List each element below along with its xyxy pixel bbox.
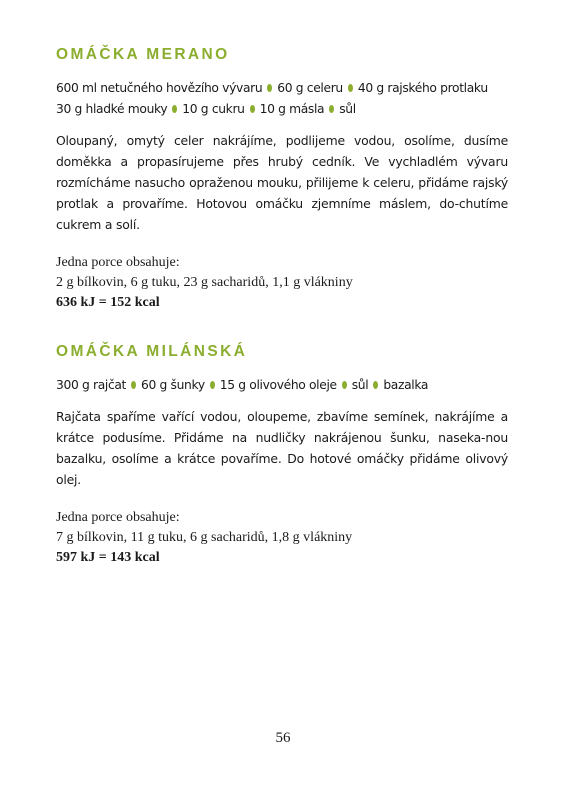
method-line: nou bazalku, osolíme a krátce povaříme. Do hotové omáčky přidáme [56, 430, 508, 466]
page-number: 56 [275, 730, 291, 746]
nutrition-intro: Jedna porce obsahuje: [56, 255, 180, 270]
ingredient-item: bazalka [383, 378, 429, 392]
energy-value: 636 kJ = 152 kcal [56, 295, 160, 310]
recipe-title: OMÁČKA MERANO [56, 46, 230, 63]
bullet-dot-icon [329, 105, 334, 113]
ingredient-item: 15 g olivového oleje [219, 378, 337, 392]
ingredient-item: 600 ml netučného hovězího vývaru [56, 81, 263, 95]
bullet-dot-icon [250, 105, 255, 113]
ingredient-item: 300 g rajčat [56, 378, 127, 392]
recipe-merano [56, 46, 508, 313]
method-line: chutíme cukrem a solí. [56, 196, 508, 232]
energy-value: 597 kJ = 143 kcal [56, 550, 160, 565]
bullet-dot-icon [373, 381, 378, 389]
nutrition-info [56, 253, 508, 313]
ingredient-list [56, 78, 508, 120]
bullet-dot-icon [210, 381, 215, 389]
method-line: doměkka a propasírujeme přes hrubý cedník. Ve vychladlém vývaru [56, 154, 508, 169]
method-line: Rajčata spaříme vařící vodou, oloupeme, zbavíme semínek, nakrájíme [56, 409, 495, 424]
ingredient-item: 10 g cukru [182, 102, 245, 116]
method-line: rozmícháme nasucho opraženou mouku, přilijeme k celeru, přidáme [56, 175, 469, 190]
nutrition-values: 2 g bílkovin, 6 g tuku, 23 g sacharidů, 1,1 g vlákniny [56, 275, 353, 290]
ingredient-item: 40 g rajského protlaku [357, 81, 488, 95]
ingredient-list [56, 375, 508, 396]
recipe-title: OMÁČKA MILÁNSKÁ [56, 343, 248, 360]
ingredient-item: sůl [351, 378, 369, 392]
bullet-dot-icon [131, 381, 136, 389]
ingredient-item: 60 g celeru [277, 81, 343, 95]
bullet-dot-icon [172, 105, 177, 113]
ingredient-item: 30 g hladké mouky [56, 102, 168, 116]
bullet-dot-icon [267, 84, 272, 92]
method-line: Oloupaný, omytý celer nakrájíme, podlijeme vodou, osolíme, dusíme [56, 133, 508, 148]
bullet-dot-icon [342, 381, 347, 389]
nutrition-values: 7 g bílkovin, 11 g tuku, 6 g sacharidů, 1,8 g vlákniny [56, 530, 353, 545]
method-paragraph [56, 130, 508, 235]
nutrition-intro: Jedna porce obsahuje: [56, 510, 180, 525]
ingredient-item: sůl [339, 102, 356, 116]
method-line: rajský protlak a provaříme. Hotovou omáčku zjemníme máslem, do- [56, 175, 508, 211]
method-paragraph [56, 406, 508, 490]
ingredient-item: 10 g másla [259, 102, 325, 116]
bullet-dot-icon [348, 84, 353, 92]
nutrition-info [56, 508, 508, 568]
method-line: olivový olej. [56, 451, 508, 487]
ingredient-item: 60 g šunky [141, 378, 205, 392]
recipe-milanska [56, 343, 508, 568]
method-line: a krátce podusíme. Přidáme na nudličky nakrájenou šunku, naseka- [56, 409, 508, 445]
